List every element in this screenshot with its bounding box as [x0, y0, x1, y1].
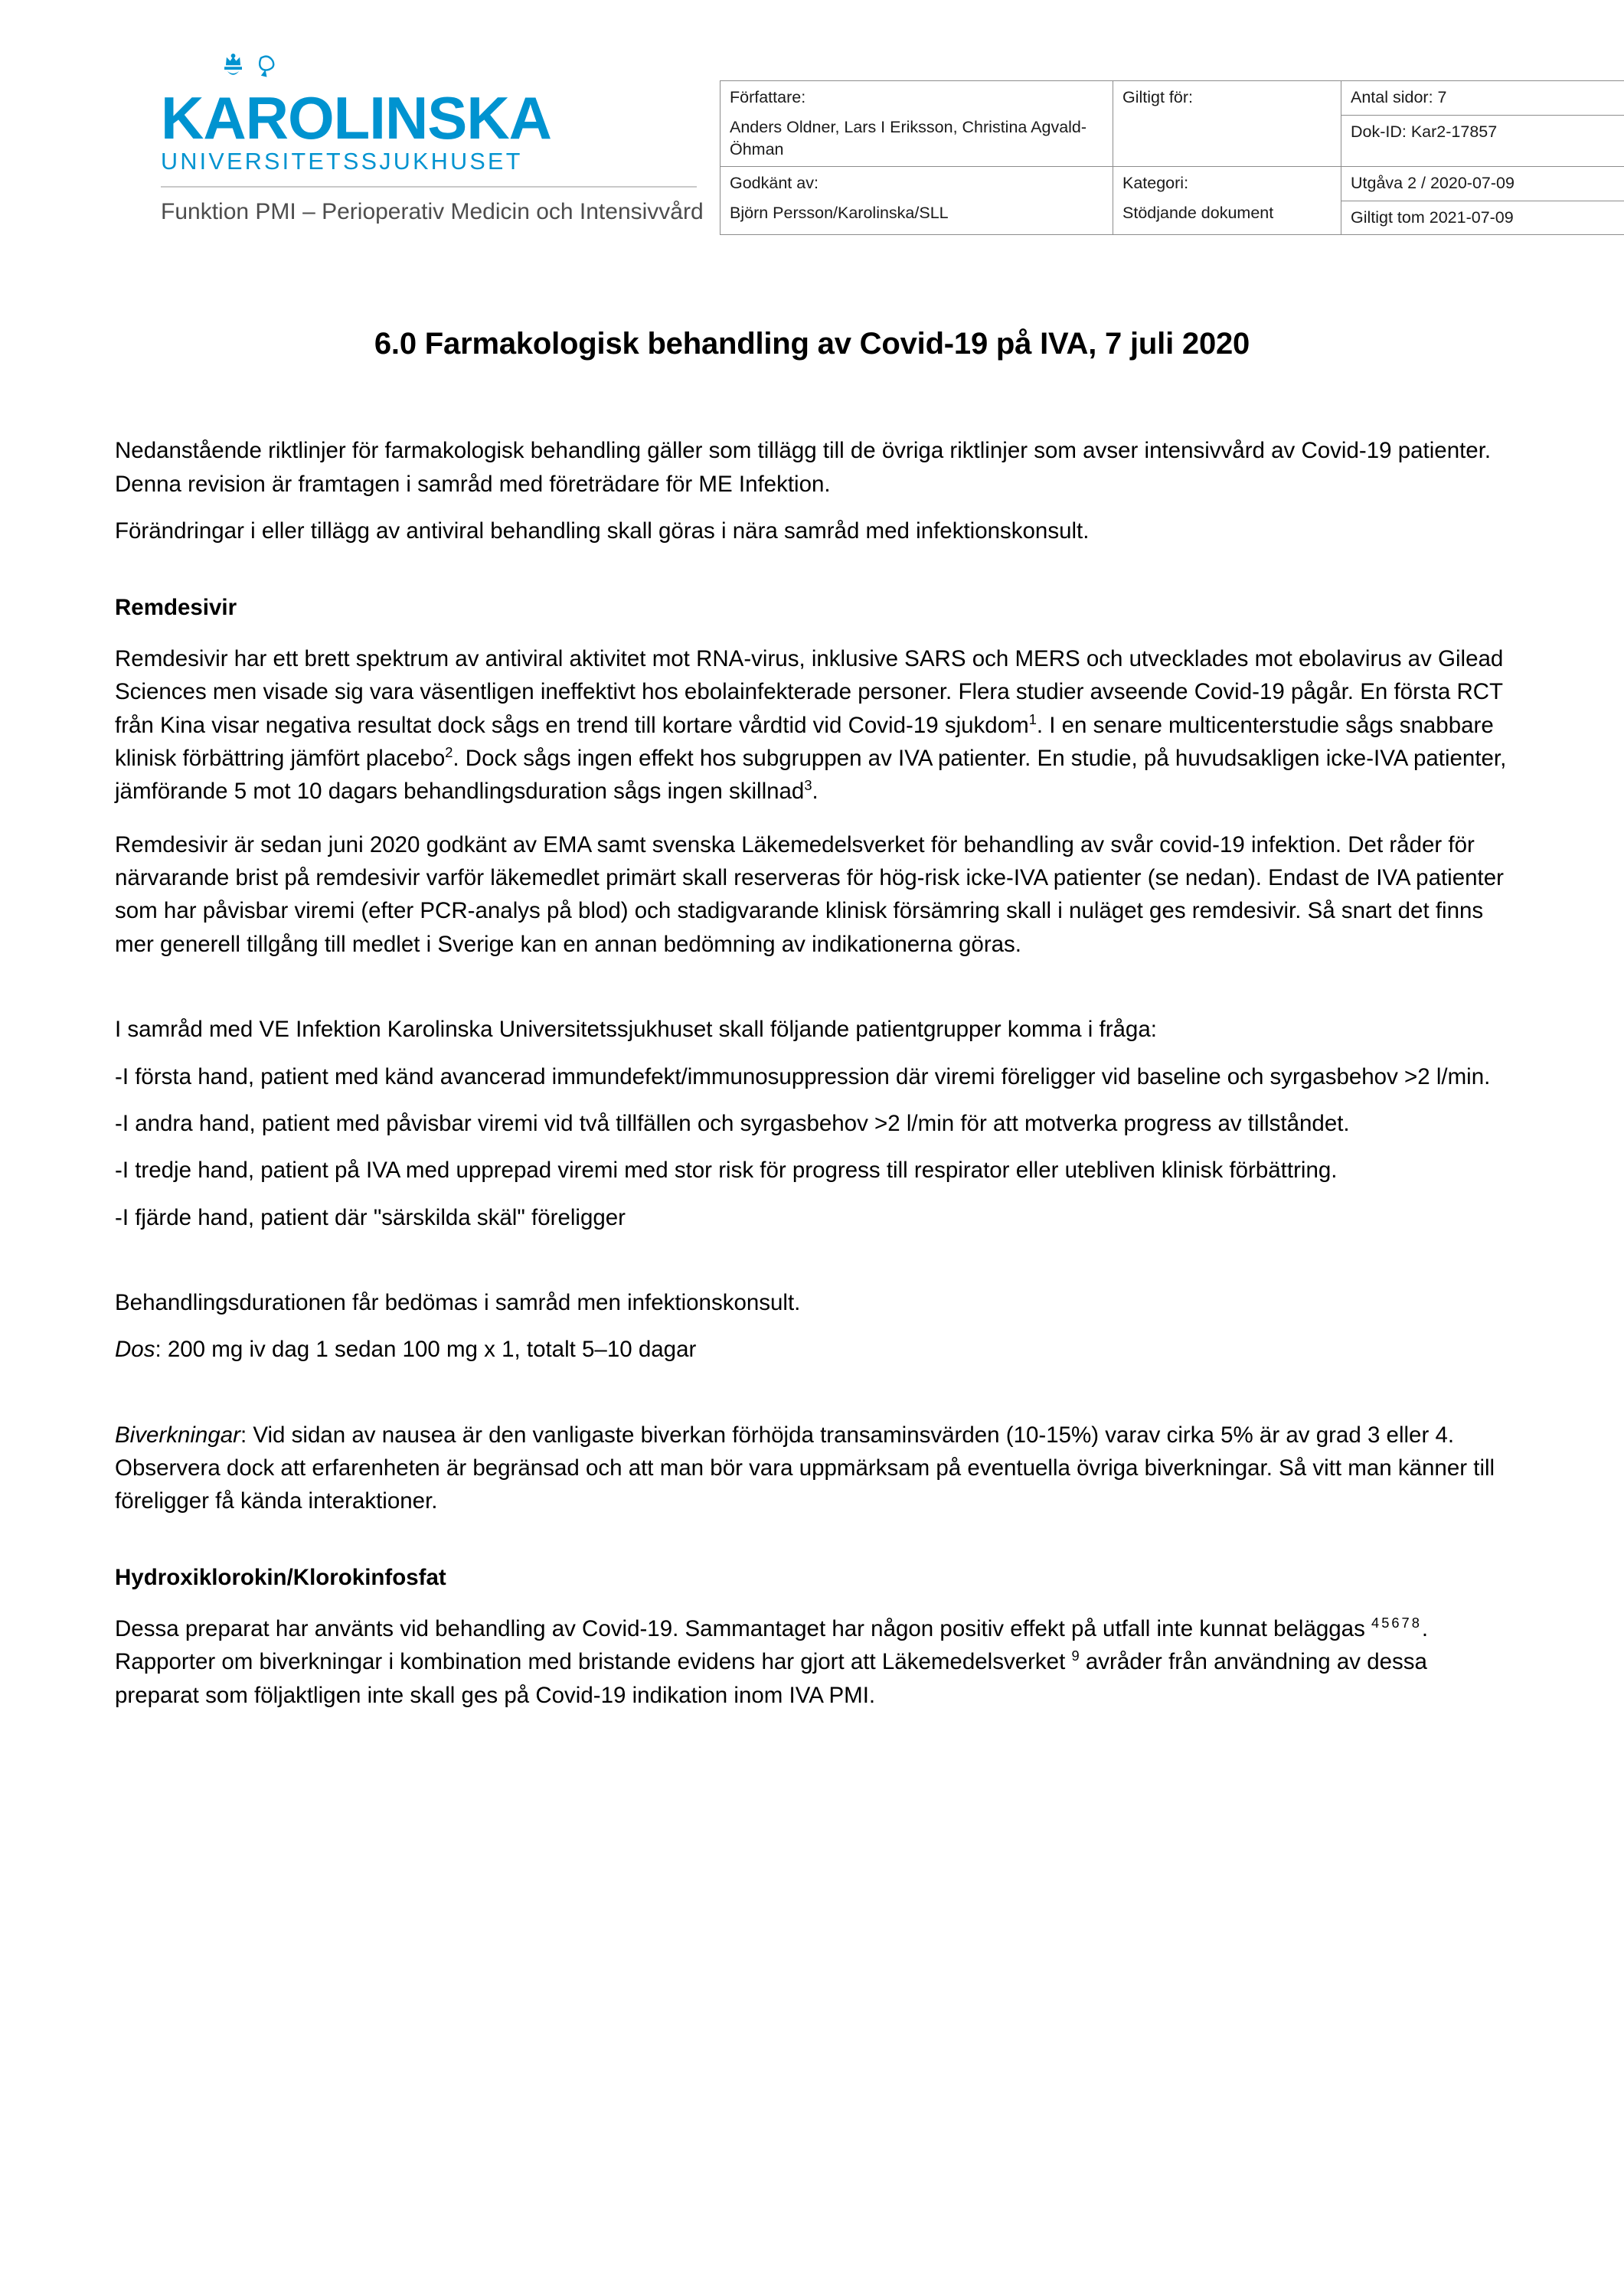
treatment-duration-note: Behandlingsdurationen får bedömas i samråd men infektionskonsult.: [115, 1289, 801, 1315]
page-title: 6.0 Farmakologisk behandling av Covid-19 på IVA, 7 juli 2020: [374, 327, 1250, 361]
brand-subtitle: UNIVERSITETSSJUKHUSET: [161, 149, 523, 175]
approved-by-label: Godkänt av:: [721, 167, 1113, 201]
remdesivir-paragraph-1: [115, 642, 1509, 808]
side-effects-paragraph: [115, 1419, 1509, 1518]
footnote-ref-7: 7: [1401, 1615, 1410, 1631]
document-metadata-table: [720, 80, 1624, 235]
footnote-ref-group: [1371, 1616, 1422, 1641]
side-effects-label: Biverkningar: [115, 1422, 240, 1448]
paragraph-spacer: [115, 1386, 1509, 1419]
doc-id: Dok-ID: Kar2-17857: [1341, 115, 1624, 167]
paragraph-spacer: [115, 1254, 1509, 1286]
side-effects-text: : Vid sidan av nausea är den vanligaste biverkan förhöjda transaminsvärden (10-15%) varav cirka 5% är av grad 3 eller 4. Observera dock att erfarenheten är begränsad och att man bör vara uppmärksam på eventuella övriga biverkningar. Så vitt man känner till föreligger få kända interaktioner.: [115, 1422, 1495, 1514]
category-value: Stödjande dokument: [1113, 201, 1341, 235]
hydroxiklorokin-paragraph-1: [115, 1612, 1509, 1712]
karolinska-logo: [115, 54, 720, 228]
remdesivir-bullet-4: -I fjärde hand, patient där "särskilda skäl" föreligger: [115, 1204, 626, 1230]
table-row: [721, 201, 1624, 235]
author-value: Anders Oldner, Lars I Eriksson, Christina Agvald-Öhman: [721, 115, 1113, 167]
dose-label: Dos: [115, 1337, 155, 1363]
intro-paragraph-2: Förändringar i eller tillägg av antiviral behandling skall göras i nära samråd med infektionskonsult.: [115, 518, 1090, 544]
dose-line: [115, 1333, 1509, 1366]
remdesivir-bullet-3: -I tredje hand, patient på IVA med upprepad viremi med stor risk för progress till respirator eller utebliven klinisk förbättring.: [115, 1158, 1338, 1184]
dose-value: : 200 mg iv dag 1 sedan 100 mg x 1, totalt 5–10 dagar: [155, 1337, 697, 1363]
hydroxiklorokin-p1-part-a: Dessa preparat har använts vid behandling av Covid-19. Sammantaget har någon positiv effekt på utfall inte kunnat beläggas: [115, 1616, 1372, 1642]
section-heading-hydroxiklorokin: Hydroxiklorokin/Klorokinfosfat: [115, 1564, 446, 1590]
section-heading-remdesivir: Remdesivir: [115, 594, 237, 620]
remdesivir-p1-part-a: Remdesivir har ett brett spektrum av antiviral aktivitet mot RNA-virus, inklusive SARS och MERS och utvecklades mot ebolavirus av Gilead Sciences men visade sig vara väsentligen ineffektivt hos ebolainfekterade personer. Flera studier avseende Covid-19 pågår. En första RCT från Kina visar negativa resultat dock sågs en trend till kortare vårdtid vid Covid-19 sjukdom: [115, 645, 1504, 738]
footnote-ref-9: 9: [1071, 1648, 1080, 1664]
department-name: Funktion PMI – Perioperativ Medicin och Intensivvård: [161, 199, 704, 225]
document-body: [115, 434, 1509, 1712]
remdesivir-paragraph-2: Remdesivir är sedan juni 2020 godkänt av EMA samt svenska Läkemedelsverket för behandling av svår covid-19 infektion. Det råder för närvarande brist på remdesivir varför läkemedlet primärt skall reserveras för hög-risk icke-IVA patienter (se nedan). Endast de IVA patienter som har påvisbar viremi (efter PCR-analys på blod) och stadigvarande klinisk försämring skall i nuläget ges remdesivir. Så snart det finns mer generell tillgång till medlet i Sverige kan en annan bedömning av indikationerna göras.: [115, 831, 1504, 957]
page-count: Antal sidor: 7: [1341, 81, 1624, 116]
footnote-ref-6: 6: [1391, 1615, 1400, 1631]
document-header: [115, 54, 1515, 235]
valid-until: Giltigt tom 2021-07-09: [1341, 201, 1624, 235]
remdesivir-p1-part-c: . Dock sågs ingen effekt hos subgruppen av IVA patienter. En studie, på huvudsakligen icke-IVA patienter, jämförande 5 mot 10 dagars behandlingsduration sågs ingen skillnad: [115, 745, 1507, 805]
footnote-ref-5: 5: [1381, 1615, 1390, 1631]
table-row: [721, 81, 1624, 116]
approved-by-value: Björn Persson/Karolinska/SLL: [721, 201, 1113, 235]
crown-icon: [208, 54, 296, 87]
footnote-ref-2: 2: [445, 744, 453, 761]
remdesivir-p1-part-d: .: [812, 779, 819, 805]
remdesivir-bullet-2: -I andra hand, patient med påvisbar viremi vid två tillfällen och syrgasbehov >2 l/min för att motverka progress av tillståndet.: [115, 1110, 1350, 1136]
category-label: Kategori:: [1113, 167, 1341, 201]
edition-date: Utgåva 2 / 2020-07-09: [1341, 167, 1624, 201]
remdesivir-bullet-1: -I första hand, patient med känd avancerad immundefekt/immunosuppression där viremi föreligger vid baseline och syrgasbehov >2 l/min.: [115, 1063, 1491, 1089]
table-row: [721, 167, 1624, 201]
hydroxiklorokin-p1-part-c: avråder från användning av dessa preparat som följaktligen inte skall ges på Covid-19 indikation inom IVA PMI.: [115, 1649, 1427, 1708]
header-divider: [161, 186, 697, 188]
intro-paragraph-1: Nedanstående riktlinjer för farmakologisk behandling gäller som tillägg till de övriga riktlinjer som avser intensivvård av Covid-19 patienter. Denna revision är framtagen i samråd med företrädare för ME Infektion.: [115, 438, 1492, 497]
footnote-ref-4: 4: [1371, 1615, 1380, 1631]
paragraph-spacer: [115, 981, 1509, 1013]
author-label: Författare:: [721, 81, 1113, 116]
footnote-ref-3: 3: [804, 777, 812, 794]
hydroxiklorokin-p1-part-b: . Rapporter om biverkningar i kombination med bristande evidens har gjort att Läkemedelsverket: [115, 1616, 1429, 1675]
remdesivir-p1-part-b: . I en senare multicenterstudie sågs snabbare klinisk förbättring jämfört placebo: [115, 712, 1494, 771]
footnote-ref-8: 8: [1411, 1615, 1420, 1631]
brand-name: KAROLINSKA: [161, 84, 551, 152]
valid-for-label: Giltigt för:: [1113, 81, 1341, 167]
remdesivir-paragraph-3: I samråd med VE Infektion Karolinska Universitetssjukhuset skall följande patientgrupper komma i fråga:: [115, 1017, 1157, 1043]
footnote-ref-1: 1: [1028, 710, 1037, 727]
